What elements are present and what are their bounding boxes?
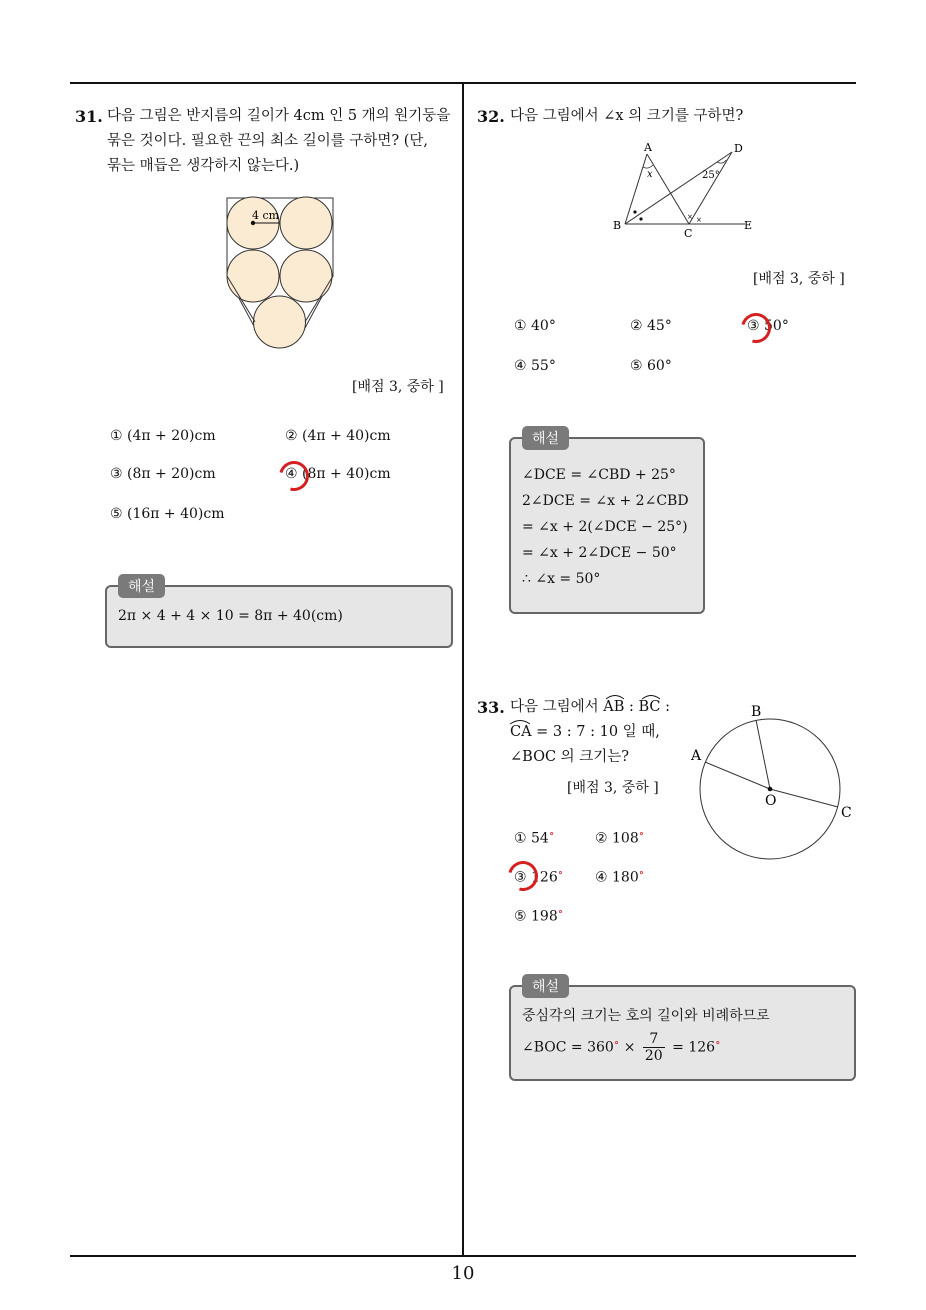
degree-mark: ∘ <box>638 866 645 879</box>
angle-25-label: 25° <box>702 170 720 181</box>
vertex-label-e: E <box>744 219 753 232</box>
solution-tab: 해설 <box>522 426 569 450</box>
question-text-line: 묶는 매듭은 생각하지 않는다.) <box>107 158 300 174</box>
score-label: [배점 3, 중하 ] <box>567 780 659 796</box>
question-number: 31. <box>75 107 103 126</box>
question-number: 32. <box>477 107 505 126</box>
solution-line: ∠DCE = ∠CBD + 25° <box>522 467 676 483</box>
solution-formula <box>522 1030 720 1064</box>
choice-1[interactable]: ① 40° <box>514 318 556 334</box>
choice-text: ⑤ 198 <box>514 908 558 925</box>
solution-line: 2∠DCE = ∠x + 2∠CBD <box>522 493 689 509</box>
degree-mark: ∘ <box>638 827 645 840</box>
choice-2[interactable]: ② (4π + 40)cm <box>285 428 391 444</box>
choice-4[interactable] <box>595 866 644 886</box>
bottom-rule <box>70 1255 856 1257</box>
answer-mark <box>736 308 777 349</box>
degree-mark: ∘ <box>557 866 564 879</box>
choice-5[interactable] <box>514 905 563 925</box>
question-text <box>107 104 462 179</box>
vertex-label-a: A <box>644 141 652 154</box>
degree-mark: ∘ <box>613 1036 620 1049</box>
question-text: 다음 그림에서 ∠x 의 크기를 구하면? <box>510 108 744 124</box>
question-text-line: 묶은 것이다. 필요한 끈의 최소 길이를 구하면? (단, <box>107 133 429 149</box>
formula-part: × <box>623 1039 636 1056</box>
vertex-label-b: B <box>613 219 622 232</box>
choice-text: ③ 126 <box>514 869 558 886</box>
formula-part: ∠BOC = 360 <box>522 1039 614 1056</box>
radius-label: 4 cm <box>252 209 280 222</box>
solution-line: = ∠x + 2∠DCE − 50° <box>522 545 677 561</box>
choice-text: ① 54 <box>514 830 549 847</box>
choice-text: ② 108 <box>595 830 639 847</box>
solution-line: = ∠x + 2(∠DCE − 25°) <box>522 519 688 535</box>
vertex-label-d: D <box>734 142 743 155</box>
triangle-angle-figure <box>605 138 765 238</box>
point-label-c: C <box>841 805 852 821</box>
answer-mark <box>274 456 315 497</box>
choice-4[interactable]: ④ 55° <box>514 358 556 374</box>
svg-text:×: × <box>687 213 693 221</box>
choice-1[interactable]: ① (4π + 20)cm <box>110 428 216 444</box>
question-text-line: 다음 그림에서 AB : BC : <box>510 699 671 715</box>
choice-3[interactable]: ③ (8π + 20)cm <box>110 466 216 482</box>
solution-tab: 해설 <box>522 974 569 998</box>
point-label-a: A <box>691 748 702 764</box>
choice-5[interactable]: ⑤ 60° <box>630 358 672 374</box>
solution-line: 중심각의 크기는 호의 길이와 비례하므로 <box>522 1008 770 1024</box>
choice-3[interactable]: ③ 50° <box>747 318 789 334</box>
fraction-denominator: 20 <box>644 1048 663 1065</box>
solution-text: 2π × 4 + 4 × 10 = 8π + 40(cm) <box>118 608 343 624</box>
fraction <box>643 1031 665 1064</box>
question-text <box>510 695 680 770</box>
question-text-line: 다음 그림은 반지름의 길이가 4cm 인 5 개의 원기둥을 <box>107 108 451 124</box>
choice-2[interactable]: ② 45° <box>630 318 672 334</box>
choice-5[interactable]: ⑤ (16π + 40)cm <box>110 506 225 522</box>
choice-4[interactable]: ④ (8π + 40)cm <box>285 466 391 482</box>
solution-tab: 해설 <box>118 574 165 598</box>
choice-text: ④ 180 <box>595 869 639 886</box>
degree-mark: ∘ <box>557 905 564 918</box>
question-number: 33. <box>477 698 505 717</box>
degree-mark: ∘ <box>548 827 555 840</box>
arc-mark-ca <box>508 717 534 725</box>
answer-mark <box>503 856 544 897</box>
center-label-o: O <box>765 793 777 809</box>
formula-part: = 126 <box>672 1039 716 1056</box>
question-text-line: ∠BOC 의 크기는? <box>510 749 630 765</box>
score-label: [배점 3, 중하 ] <box>753 271 845 287</box>
point-label-b: B <box>751 704 762 720</box>
solution-lines <box>522 462 689 592</box>
choice-2[interactable] <box>595 827 644 847</box>
arc-marks <box>604 692 664 700</box>
choice-1[interactable] <box>514 827 554 847</box>
question-text-line: CA = 3 : 7 : 10 일 때, <box>510 724 660 740</box>
five-cylinders-figure <box>215 188 345 358</box>
fraction-numerator: 7 <box>643 1031 665 1048</box>
vertex-label-c: C <box>684 227 693 238</box>
page-number: 10 <box>451 1263 475 1284</box>
angle-x-label: x <box>647 169 653 180</box>
column-divider <box>462 82 464 1257</box>
degree-mark: ∘ <box>715 1036 721 1049</box>
solution-line: ∴ ∠x = 50° <box>522 571 601 587</box>
svg-text:×: × <box>696 216 702 224</box>
score-label: [배점 3, 중하 ] <box>352 379 444 395</box>
circle-arc-figure <box>685 700 860 865</box>
